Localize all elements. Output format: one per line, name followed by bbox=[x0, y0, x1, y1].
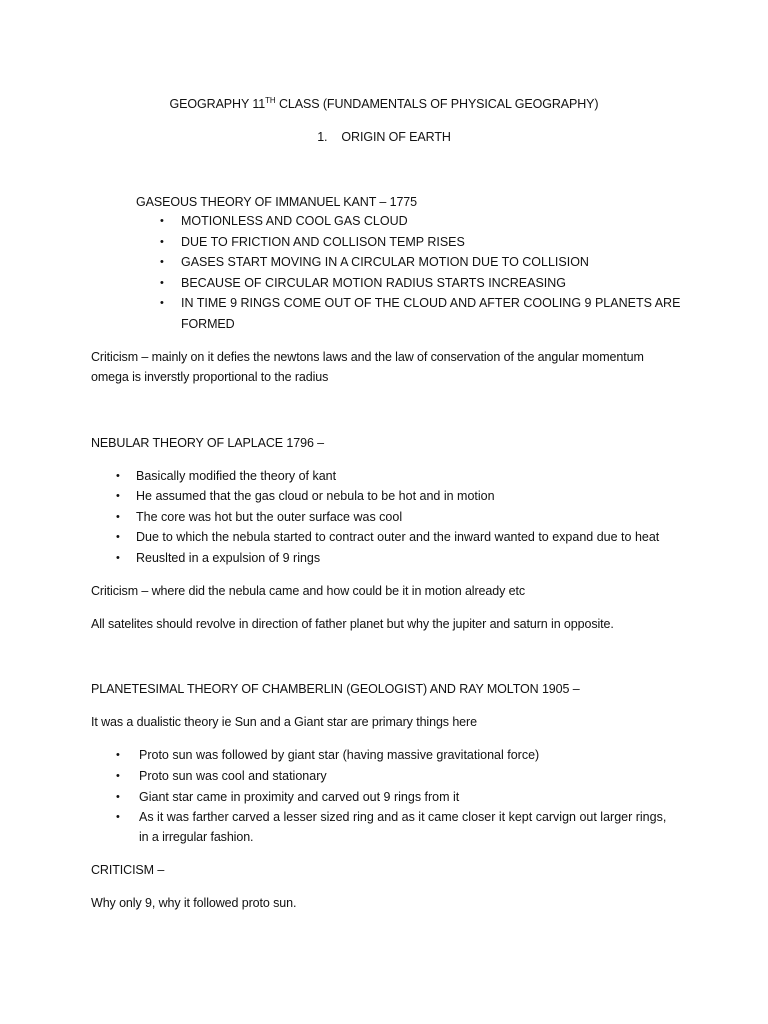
bullet-icon: • bbox=[116, 511, 120, 523]
list-item-text: Reuslted in a expulsion of 9 rings bbox=[136, 551, 321, 565]
title-suffix: CLASS (FUNDAMENTALS OF PHYSICAL GEOGRAPHY) bbox=[275, 97, 599, 111]
bullet-icon: • bbox=[116, 811, 120, 823]
list-item-text: IN TIME 9 RINGS COME OUT OF THE CLOUD AND AFTER COOLING 9 PLANETS ARE bbox=[181, 296, 681, 310]
document-title bbox=[0, 96, 768, 112]
planetesimal-heading: PLANETESIMAL THEORY OF CHAMBERLIN (GEOLOGIST) AND RAY MOLTON 1905 – bbox=[91, 682, 580, 696]
bullet-icon: • bbox=[116, 490, 120, 502]
planetesimal-criticism: Why only 9, why it followed proto sun. bbox=[91, 896, 297, 910]
bullet-icon: • bbox=[160, 256, 164, 268]
bullet-icon: • bbox=[160, 297, 164, 309]
bullet-icon: • bbox=[160, 236, 164, 248]
bullet-icon: • bbox=[116, 791, 120, 803]
list-item-text: Basically modified the theory of kant bbox=[136, 469, 337, 483]
list-item-text: Proto sun was cool and stationary bbox=[139, 769, 327, 783]
bullet-icon: • bbox=[116, 749, 120, 761]
laplace-note: All satelites should revolve in direction of father planet but why the jupiter and saturn in opposite. bbox=[91, 617, 614, 631]
planetesimal-intro: It was a dualistic theory ie Sun and a Giant star are primary things here bbox=[91, 715, 477, 729]
list-item-text: MOTIONLESS AND COOL GAS CLOUD bbox=[181, 214, 408, 228]
bullet-icon: • bbox=[116, 552, 120, 564]
title-superscript: TH bbox=[265, 96, 276, 105]
list-item-text: BECAUSE OF CIRCULAR MOTION RADIUS STARTS INCREASING bbox=[181, 276, 567, 290]
chapter-number: 1. bbox=[317, 130, 328, 144]
bullet-icon: • bbox=[160, 277, 164, 289]
planetesimal-criticism-heading: CRITICISM – bbox=[91, 863, 165, 877]
kant-criticism-line-1: Criticism – mainly on it defies the newtons laws and the law of conservation of the angular momentum bbox=[91, 350, 644, 364]
list-item-text: The core was hot but the outer surface was cool bbox=[136, 510, 403, 524]
bullet-icon: • bbox=[116, 770, 120, 782]
list-item-text: GASES START MOVING IN A CIRCULAR MOTION DUE TO COLLISION bbox=[181, 255, 589, 269]
bullet-icon: • bbox=[160, 215, 164, 227]
bullet-icon: • bbox=[116, 531, 120, 543]
bullet-icon: • bbox=[116, 470, 120, 482]
list-item-text: Giant star came in proximity and carved out 9 rings from it bbox=[139, 790, 460, 804]
kant-heading: GASEOUS THEORY OF IMMANUEL KANT – 1775 bbox=[136, 195, 418, 209]
list-item-continuation: in a irregular fashion. bbox=[139, 830, 254, 844]
list-item-text: DUE TO FRICTION AND COLLISON TEMP RISES bbox=[181, 235, 465, 249]
chapter-heading bbox=[0, 129, 768, 145]
chapter-title: ORIGIN OF EARTH bbox=[341, 130, 451, 144]
title-prefix: GEOGRAPHY 11 bbox=[169, 97, 266, 111]
kant-criticism-line-2: omega is inverstly proportional to the radius bbox=[91, 370, 329, 384]
list-item-text: As it was farther carved a lesser sized ring and as it came closer it kept carvign out larger rings, bbox=[139, 810, 667, 824]
list-item-text: Proto sun was followed by giant star (having massive gravitational force) bbox=[139, 748, 540, 762]
list-item-text: He assumed that the gas cloud or nebula to be hot and in motion bbox=[136, 489, 495, 503]
list-item-text: Due to which the nebula started to contract outer and the inward wanted to expand due to heat bbox=[136, 530, 660, 544]
laplace-heading: NEBULAR THEORY OF LAPLACE 1796 – bbox=[91, 436, 325, 450]
list-item-continuation: FORMED bbox=[181, 317, 235, 331]
laplace-criticism: Criticism – where did the nebula came and how could be it in motion already etc bbox=[91, 584, 526, 598]
